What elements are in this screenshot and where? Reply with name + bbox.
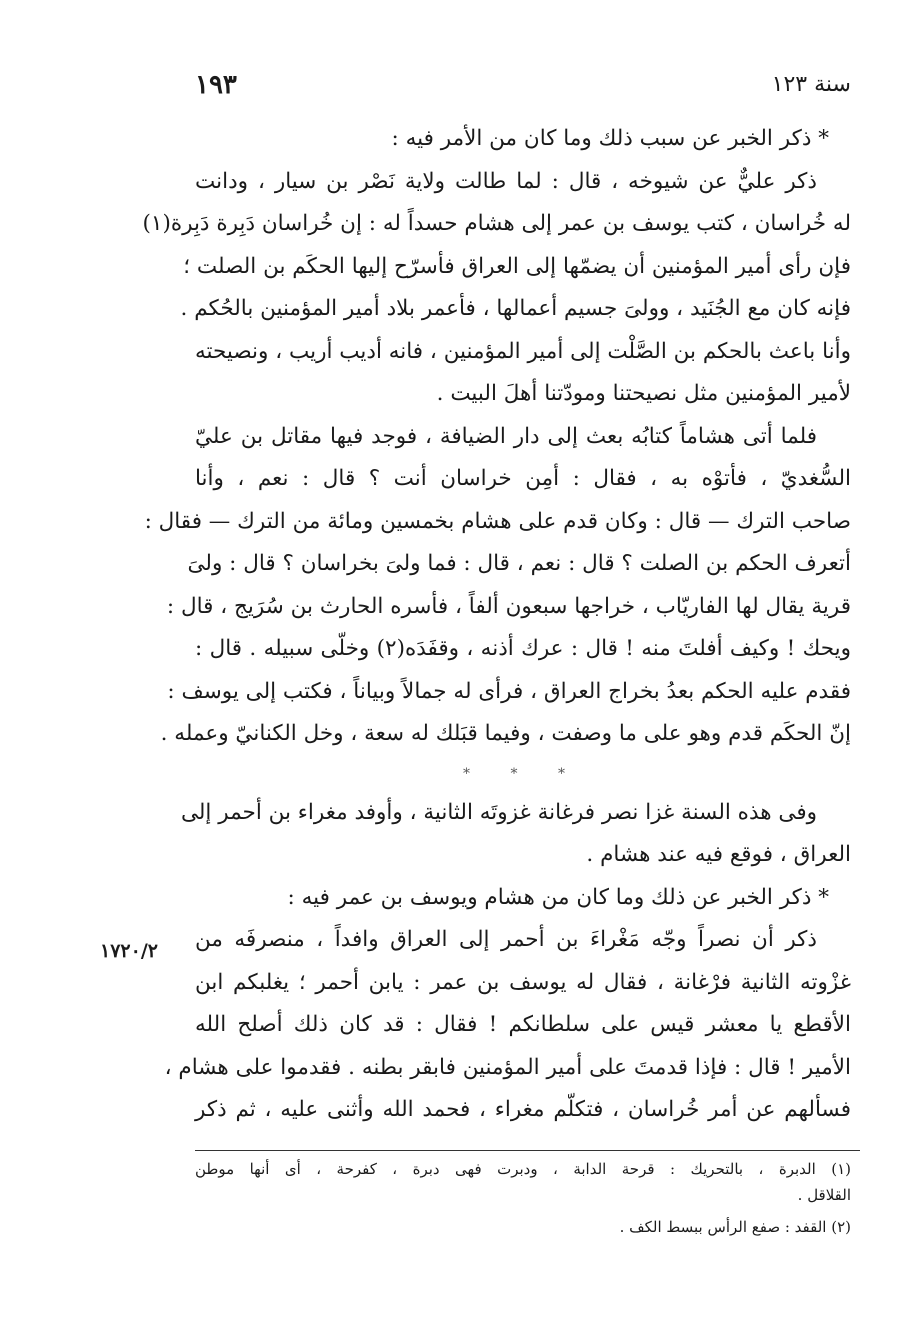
page-number: ١٩٣ <box>195 70 237 100</box>
footnote-divider <box>195 1150 860 1151</box>
text-line: العراق ، فوقع فيه عند هشام . <box>586 842 851 867</box>
main-text <box>142 118 851 1132</box>
marginal-reference: ١٧٢٠/٢ <box>100 940 158 962</box>
text-line: فإن رأى أمير المؤمنين أن يضمّها إلى العراق فأسرّح إليها الحكَم بن الصلت ؛ <box>183 253 851 279</box>
text-line: إنّ الحكَم قدم وهو على ما وصفت ، وفيما قبَلك له سعة ، وخل الكنانيّ وعمله . <box>160 721 851 746</box>
text-line: الأقطع يا معشر قيس على سلطانكم ! فقال : قد كان ذلك أصلح الله <box>195 1012 851 1037</box>
text-line: صاحب الترك — قال : وكان قدم على هشام بخمسين ومائة من الترك — فقال : <box>144 508 851 534</box>
section-heading: * ذكر الخبر عن ذلك وما كان من هشام ويوسف بن عمر فيه : <box>287 884 829 910</box>
text-line: فإنه كان مع الجُنَيد ، وولىَ جسيم أعمالها ، فأعمر بلاد أمير المؤمنين بالحُكم . <box>180 296 851 321</box>
text-line: السُّغديّ ، فأتوْه به ، فقال : أمِن خراسان أنت ؟ قال : نعم ، وأنا <box>195 466 851 491</box>
text-line: الأمير ! قال : فإذا قدمتَ على أمير المؤمنين فابقر بطنه . فقدموا على هشام ، <box>164 1054 851 1080</box>
footnote-line: (٢) القفد : صفع الرأس ببسط الكف . <box>619 1218 851 1236</box>
text-line: له خُراسان ، كتب يوسف بن عمر إلى هشام حسداً له : إن خُراسان دَبِرة دَبِرة(١) <box>142 211 851 236</box>
text-line: لأمير المؤمنين مثل نصيحتنا ومودّتنا أهلَ البيت . <box>436 381 851 406</box>
section-divider-stars: * * * <box>463 765 583 782</box>
footnote-line: القلاقل . <box>797 1186 851 1204</box>
text-line: وفى هذه السنة غزا نصر فرغانة غزوتَه الثانية ، وأوفد مغراء بن أحمر إلى <box>180 799 817 825</box>
running-head-year: سنة ١٢٣ <box>771 72 851 97</box>
footnote-line: (١) الدبرة ، بالتحريك : قرحة الدابة ، ودبرت فهى دبرة ، كفرحة ، أى أنها موطن <box>195 1160 851 1178</box>
text-line: غزْوته الثانية فرْغانة ، فقال له يوسف بن عمر : يابن أحمر ؛ يغلبكم ابن <box>195 969 851 995</box>
text-line: فسألهم عن أمر خُراسان ، فتكلّم مغراء ، فحمد الله وأثنى عليه ، ثم ذكر <box>195 1097 851 1122</box>
footnotes <box>195 1156 851 1240</box>
text-line: وأنا باعث بالحكم بن الصَّلْت إلى أمير المؤمنين ، فانه أديب أريب ، ونصيحته <box>194 338 851 364</box>
text-line: فقدم عليه الحكم بعدُ بخراج العراق ، فرأى له جمالاً وبياناً ، فكتب إلى يوسف : <box>167 678 851 704</box>
text-line: فلما أتى هشاماً كتابُه بعث إلى دار الضيافة ، فوجد فيها مقاتل بن عليّ <box>195 423 817 449</box>
text-line: ذكر أن نصراً وجّه مَغْراءَ بن أحمر إلى العراق وافداً ، منصرفَه من <box>195 927 817 952</box>
text-line: ذكر عليٌّ عن شيوخه ، قال : لما طالت ولاية نَصْر بن سيار ، ودانت <box>195 168 817 194</box>
page-header <box>195 70 851 104</box>
text-line: أتعرف الحكم بن الصلت ؟ قال : نعم ، قال : فما ولىَ بخراسان ؟ قال : ولىَ <box>187 551 851 576</box>
section-heading: * ذكر الخبر عن سبب ذلك وما كان من الأمر فيه : <box>391 126 829 151</box>
text-line: ويحك ! وكيف أفلتَ منه ! قال : عرك أذنه ، وقفَدَه(٢) وخلّى سبيله . قال : <box>195 636 851 661</box>
text-line: قرية يقال لها الفاريّاب ، خراجها سبعون ألفاً ، فأسره الحارث بن سُرَيج ، قال : <box>166 593 851 619</box>
